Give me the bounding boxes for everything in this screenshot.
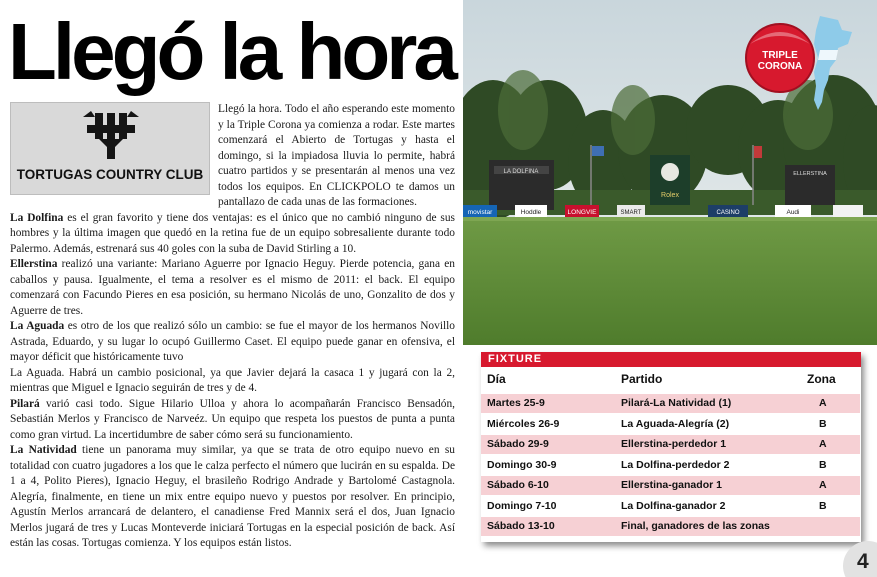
table-row xyxy=(481,435,860,454)
club-name: TORTUGAS COUNTRY CLUB xyxy=(16,167,204,182)
article-paragraph-pilara xyxy=(10,397,455,444)
paragraph-text: realizó una variante: Mariano Aguerre por Ignacio Heguy. Pierde potencia, gana en caballos y pausa. Igualmente, el tema a resolver es el mismo de 2011: el back. El equipo comenzará con Facundo Pieres en esa posición, su hermano Nicolás de uno, Gonzalito de dos y Aguerre de tres. xyxy=(10,258,455,317)
table-row xyxy=(481,517,860,536)
argentina-map-icon xyxy=(814,16,852,110)
logo-float-spacer xyxy=(10,102,218,201)
cell-dia: Sábado 29-9 xyxy=(487,438,549,450)
cell-partido: Final, ganadores de las zonas xyxy=(621,520,770,532)
cell-dia: Domingo 30-9 xyxy=(487,458,557,471)
cell-partido: La Dolfina-perdedor 2 xyxy=(621,458,730,471)
sponsor-casino: CASINO xyxy=(716,210,740,216)
table-row xyxy=(481,497,860,516)
team-name-ellerstina: Ellerstina xyxy=(10,258,58,270)
cell-dia: Sábado 6-10 xyxy=(487,479,549,491)
cell-zona: B xyxy=(819,417,827,430)
sponsor-movistar: movistar xyxy=(467,209,493,216)
article-paragraph-la-dolfina xyxy=(10,211,455,258)
triple-corona-badge xyxy=(740,14,872,114)
team-name-la-natividad: La Natividad xyxy=(10,444,77,456)
page-title: Llegó la hora xyxy=(8,7,454,96)
article-paragraph-la-natividad xyxy=(10,443,455,552)
team-name-la-dolfina: La Dolfina xyxy=(10,211,64,224)
article-paragraph-la-aguada xyxy=(10,319,455,366)
cell-zona: A xyxy=(819,397,827,409)
article-paragraph-ellerstina xyxy=(10,257,455,319)
table-row xyxy=(481,415,860,434)
cell-dia: Martes 25-9 xyxy=(487,397,545,409)
scoreboard-right-label: ELLERSTINA xyxy=(793,171,827,177)
sponsor-audi: Audi xyxy=(786,209,800,216)
badge-line-1: TRIPLE xyxy=(762,50,798,61)
sponsor-longvie: LONGVIE xyxy=(567,209,597,216)
page-number: 4 xyxy=(843,541,877,577)
rolex-sign: Rolex xyxy=(661,192,679,199)
fixture-table xyxy=(481,352,861,542)
paragraph-text: varió casi todo. Sigue Hilario Ulloa y ahora lo acompañarán Francisco Bensadón, Sebastián Merlos y Francisco de Narveéz. Un equipo que respeta los puestos de punta a punta como gran virtud. La incertidumbre de saber cómo será su funcionamiento. xyxy=(10,397,455,441)
fixture-header-row xyxy=(481,367,861,394)
table-row xyxy=(481,394,860,413)
article-paragraph-la-aguada-cont: La Aguada. Habrá un cambio posicional, ya que Javier dejará la casaca 1 y jugará con la 2, mientras que Miguel e Ignacio seguirán de tres y de 4. xyxy=(10,366,455,394)
cell-partido: La Dolfina-ganador 2 xyxy=(621,499,726,512)
cell-dia: Miércoles 26-9 xyxy=(487,417,560,430)
cell-zona: A xyxy=(819,438,827,450)
paragraph-text: es otro de los que realizó sólo un cambio: se fue el mayor de los hermanos Novillo Astrada, Eduardo, y su lugar lo ocupó Guillermo Caset. El equipo puede ganar en ofensiva, el mayor déficit que históricamente tuvo xyxy=(10,320,456,363)
sponsor-hoddle: Hoddle xyxy=(520,209,542,216)
article-paragraph-intro: Llegó la hora. Todo el año esperando este momento y la Triple Corona ya comienza a rodar. Este martes comenzará el Abierto de Tortugas y hasta el domingo, si la impiadosa lluvia lo permite, habrá cuatro partidos y se presentarán al menos una vez todos los equipos. En CLICKPOLO te damos un pantallazo de cada unas de las formaciones. xyxy=(218,103,455,208)
cell-partido: La Aguada-Alegría (2) xyxy=(621,417,730,430)
fixture-title: FIXTURE xyxy=(481,352,861,367)
cell-partido: Pilará-La Natividad (1) xyxy=(621,397,732,409)
sponsor-smart: SMART xyxy=(620,210,642,216)
cell-dia: Domingo 7-10 xyxy=(487,499,557,512)
cell-zona: B xyxy=(819,499,827,512)
team-name-pilara: Pilará xyxy=(10,397,40,410)
header-partido: Partido xyxy=(621,372,663,386)
paragraph-text: es el gran favorito y tiene dos ventajas: es el único que no cambió ninguno de sus hombres y la última imagen que quedó en la retina fue de un equipo sobresaliente durante todo Palermo. Además, estrenará sus 40 goles con la suba de David Stirling a 10. xyxy=(10,211,455,255)
table-row xyxy=(481,456,860,475)
cell-zona: A xyxy=(819,479,827,491)
scoreboard-left-label: LA DOLFINA xyxy=(503,169,539,175)
article-body xyxy=(10,102,455,552)
paragraph-text: tiene un panorama muy similar, ya que se trata de otro equipo nuevo en su totalidad con cuatro jugadores a los que le calza perfecto el número que lucirán en su espalda. De 1 a 4, Polito Pieres), Ignacio Heguy, el brasileño Rodrigo Andrade y Bartolomé Castagnola. Alegría, finalmente, en tiene un mix entre equipo nuevo y puestos por resolver. En principio, Agustín Merlos arrancará de delantero, el canadiense Fred Mannix será el dos, Juan Ignacio Merlos jugará de tres y Lucas Monteverde iniciará Tortugas en la especial posición de back. Así están las cosas. Tortugas comienza. Y los equipos están listos. xyxy=(10,444,455,549)
cell-partido: Ellerstina-perdedor 1 xyxy=(621,438,727,450)
header-dia: Día xyxy=(487,372,506,386)
cell-dia: Sábado 13-10 xyxy=(487,520,555,532)
cell-partido: Ellerstina-ganador 1 xyxy=(621,479,722,491)
badge-line-2: CORONA xyxy=(757,61,803,72)
header-zona: Zona xyxy=(807,372,836,386)
table-row xyxy=(481,476,860,495)
cell-zona: B xyxy=(819,458,827,471)
team-name-la-aguada: La Aguada xyxy=(10,320,65,332)
